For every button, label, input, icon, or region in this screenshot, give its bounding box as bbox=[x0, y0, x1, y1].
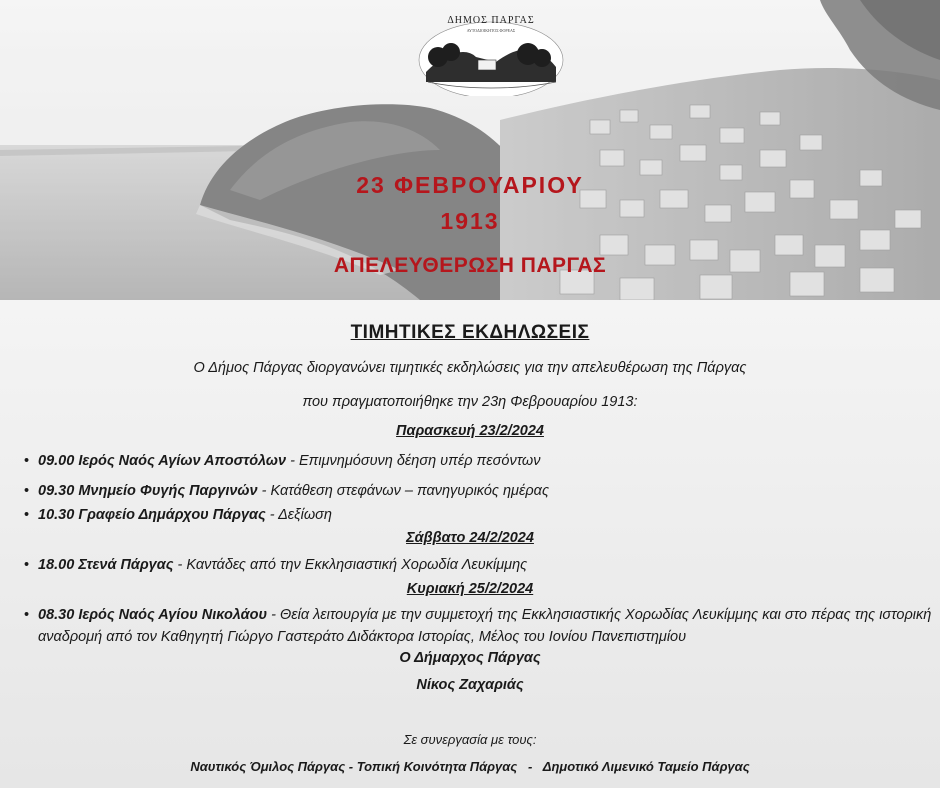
list-item bbox=[24, 450, 936, 472]
day-heading-saturday: Σάββατο 24/2/2024 bbox=[406, 530, 534, 546]
bullet-icon: • bbox=[24, 453, 30, 469]
section-title: ΤΙΜΗΤΙΚΕΣ ΕΚΔΗΛΩΣΕΙΣ bbox=[350, 322, 590, 343]
signature-title: Ο Δήμαρχος Πάργας bbox=[399, 650, 541, 666]
intro-line-2: που πραγματοποιήθηκε την 23η Φεβρουαρίου 1913: bbox=[302, 394, 638, 410]
logo-title: ΔΗΜΟΣ ΠΑΡΓΑΣ bbox=[447, 15, 535, 26]
list-item bbox=[24, 480, 936, 502]
list-item bbox=[24, 604, 936, 648]
event-place: 10.30 Γραφείο Δημάρχου Πάργας bbox=[38, 507, 266, 523]
intro-line-1: Ο Δήμος Πάργας διοργανώνει τιμητικές εκδηλώσεις για την απελευθέρωση της Πάργας bbox=[193, 360, 747, 376]
bullet-icon: • bbox=[24, 557, 30, 573]
headline-event: ΑΠΕΛΕΥΘΕΡΩΣΗ ΠΑΡΓΑΣ bbox=[333, 254, 607, 277]
event-description: - Δεξίωση bbox=[265, 507, 332, 523]
event-place: 09.00 Ιερός Ναός Αγίων Αποστόλων bbox=[38, 453, 287, 469]
headline-date: 23 ΦΕΒΡΟΥΑΡΙΟΥ bbox=[356, 172, 584, 198]
day-heading-friday: Παρασκευή 23/2/2024 bbox=[396, 423, 544, 439]
event-place: 18.00 Στενά Πάργας bbox=[38, 557, 174, 573]
event-place: 09.30 Μνημείο Φυγής Παργινών bbox=[38, 483, 258, 499]
header-photo bbox=[0, 0, 940, 300]
list-item bbox=[24, 504, 936, 526]
event-description: - Καντάδες από την Εκκλησιαστική Χορωδία Λευκίμμης bbox=[173, 557, 528, 573]
event-description: - Κατάθεση στεφάνων – πανηγυρικός ημέρας bbox=[257, 483, 549, 499]
list-item bbox=[24, 554, 936, 576]
bullet-icon: • bbox=[24, 607, 30, 623]
collaboration-partners: Ναυτικός Όμιλος Πάργας - Τοπική Κοινότητα Πάργας - Δημοτικό Λιμενικό Ταμείο Πάργας bbox=[190, 759, 750, 774]
bullet-icon: • bbox=[24, 507, 30, 523]
logo-subtitle: ΑΥΤΟΔΙΟΙΚΗΤΟΣ ΦΟΡΕΑΣ bbox=[466, 28, 516, 33]
event-description: - Επιμνημόσυνη δέηση υπέρ πεσόντων bbox=[286, 453, 541, 469]
signature-name: Νίκος Ζαχαριάς bbox=[416, 677, 524, 693]
day-heading-sunday: Κυριακή 25/2/2024 bbox=[406, 581, 534, 597]
event-description: - Θεία λειτουργία με την συμμετοχή της Εκκλησιαστικής Χορωδίας Λευκίμμης και στο πέρας της ιστορική αναδρομή από τον Καθηγητή Γιώργο Γαστεράτο Διδάκτορα Ιστορίας, Μέλος του Ιονίου Πανεπιστημίου bbox=[38, 607, 932, 645]
event-place: 08.30 Ιερός Ναός Αγίου Νικολάου bbox=[38, 607, 268, 623]
collaboration-label: Σε συνεργασία με τους: bbox=[403, 732, 537, 747]
program-section bbox=[0, 300, 940, 788]
bullet-icon: • bbox=[24, 483, 30, 499]
headline-year: 1913 bbox=[440, 208, 500, 234]
municipality-logo bbox=[416, 12, 566, 96]
